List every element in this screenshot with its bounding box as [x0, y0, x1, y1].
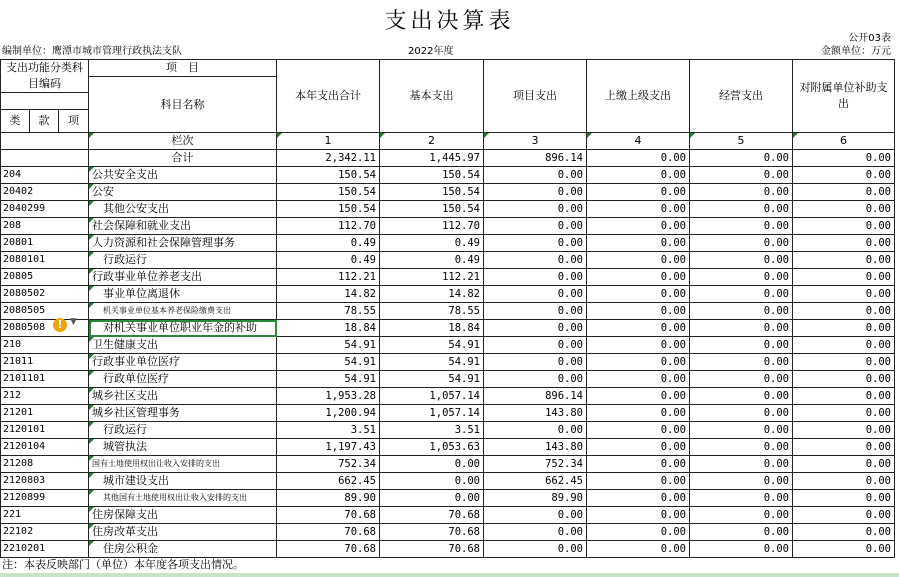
amount-cell[interactable]: 0.00: [793, 439, 895, 456]
table-row: [1, 167, 895, 184]
table-row: [1, 456, 895, 473]
amount-cell[interactable]: 0.00: [793, 490, 895, 507]
table-row: [1, 252, 895, 269]
total-blank-cell[interactable]: [1, 150, 89, 167]
table-row: [1, 303, 895, 320]
amount-cell[interactable]: 0.49: [277, 252, 380, 269]
amount-cell[interactable]: 0.00: [690, 167, 793, 184]
amount-cell[interactable]: 143.80: [484, 405, 587, 422]
amount-cell[interactable]: 0.00: [793, 286, 895, 303]
function-code-cell[interactable]: 208: [1, 218, 89, 235]
amount-cell[interactable]: 89.90: [484, 490, 587, 507]
subject-name-cell[interactable]: 行政事业单位养老支出: [89, 269, 277, 286]
function-code-cell[interactable]: 2101101: [1, 371, 89, 388]
function-code-cell[interactable]: 21201: [1, 405, 89, 422]
func-code-header[interactable]: 支出功能分类科目编码: [1, 60, 89, 93]
subject-name-cell[interactable]: 人力资源和社会保障管理事务: [89, 235, 277, 252]
amount-cell[interactable]: 0.00: [484, 303, 587, 320]
amount-cell[interactable]: 150.54: [277, 184, 380, 201]
amount-cell[interactable]: 0.00: [690, 337, 793, 354]
subject-name-cell[interactable]: 城乡社区支出: [89, 388, 277, 405]
subject-name-cell[interactable]: 住房改革支出: [89, 524, 277, 541]
amount-cell[interactable]: 0.00: [587, 184, 690, 201]
table-row: [1, 371, 895, 388]
amount-cell[interactable]: 0.00: [587, 388, 690, 405]
amount-cell[interactable]: 662.45: [484, 473, 587, 490]
amount-cell[interactable]: 54.91: [277, 337, 380, 354]
amount-cell[interactable]: 150.54: [380, 167, 484, 184]
col-num-3[interactable]: 3: [484, 133, 587, 150]
amount-cell[interactable]: 0.00: [587, 218, 690, 235]
chevron-down-icon[interactable]: ▼: [70, 317, 77, 327]
amount-cell[interactable]: 78.55: [277, 303, 380, 320]
table-row: [1, 235, 895, 252]
col-header-6[interactable]: 对附属单位补助支出: [793, 60, 895, 133]
amount-cell[interactable]: 78.55: [380, 303, 484, 320]
total-value[interactable]: 896.14: [484, 150, 587, 167]
amount-cell[interactable]: 0.00: [690, 252, 793, 269]
amount-cell[interactable]: 0.00: [793, 405, 895, 422]
amount-cell[interactable]: 0.00: [380, 456, 484, 473]
amount-cell[interactable]: 0.00: [484, 541, 587, 558]
subject-name-cell[interactable]: 公共安全支出: [89, 167, 277, 184]
amount-cell[interactable]: 0.00: [793, 388, 895, 405]
subject-name-cell[interactable]: 对机关事业单位职业年金的补助: [89, 320, 277, 337]
amount-cell[interactable]: 0.00: [484, 320, 587, 337]
subject-name-cell[interactable]: 行政运行: [89, 422, 277, 439]
amount-cell[interactable]: 0.49: [277, 235, 380, 252]
subject-name-cell[interactable]: 行政事业单位医疗: [89, 354, 277, 371]
amount-cell[interactable]: 0.00: [587, 541, 690, 558]
amount-cell[interactable]: 0.00: [690, 269, 793, 286]
amount-cell[interactable]: 0.00: [793, 473, 895, 490]
table-row: [1, 473, 895, 490]
amount-cell[interactable]: 0.00: [690, 201, 793, 218]
kuan-header[interactable]: 款: [30, 110, 59, 133]
amount-cell[interactable]: 0.00: [484, 184, 587, 201]
amount-cell[interactable]: 0.00: [587, 490, 690, 507]
amount-cell[interactable]: 0.00: [690, 524, 793, 541]
function-code-cell[interactable]: 2210201: [1, 541, 89, 558]
function-code-cell[interactable]: 21011: [1, 354, 89, 371]
amount-cell[interactable]: 0.00: [793, 371, 895, 388]
expenditure-table: [0, 59, 895, 558]
amount-cell[interactable]: 143.80: [484, 439, 587, 456]
amount-cell[interactable]: 0.00: [484, 354, 587, 371]
col-num-4[interactable]: 4: [587, 133, 690, 150]
amount-cell[interactable]: 0.00: [587, 422, 690, 439]
amount-cell[interactable]: 1,200.94: [277, 405, 380, 422]
amount-cell[interactable]: 0.00: [587, 354, 690, 371]
amount-cell[interactable]: 150.54: [277, 201, 380, 218]
table-row: [1, 439, 895, 456]
footnote: 注：本表反映部门（单位）本年度各项支出情况。: [2, 558, 244, 571]
total-label[interactable]: 合计: [89, 150, 277, 167]
amount-cell[interactable]: 1,057.14: [380, 405, 484, 422]
col-num-1[interactable]: 1: [277, 133, 380, 150]
table-row: [1, 269, 895, 286]
amount-cell[interactable]: 0.00: [587, 201, 690, 218]
report-title: 支出决算表: [384, 9, 515, 34]
header-row-1: [1, 60, 895, 77]
table-row: [1, 422, 895, 439]
amount-cell[interactable]: 0.00: [690, 286, 793, 303]
amount-cell[interactable]: 0.00: [587, 303, 690, 320]
amount-cell[interactable]: 3.51: [380, 422, 484, 439]
amount-cell[interactable]: 0.00: [587, 286, 690, 303]
amount-cell[interactable]: 0.00: [690, 541, 793, 558]
function-code-cell[interactable]: 221: [1, 507, 89, 524]
subject-name-cell[interactable]: 城乡社区管理事务: [89, 405, 277, 422]
amount-cell[interactable]: 1,053.63: [380, 439, 484, 456]
col-header-5[interactable]: 经营支出: [690, 60, 793, 133]
amount-cell[interactable]: 0.00: [793, 422, 895, 439]
amount-cell[interactable]: 0.00: [690, 184, 793, 201]
table-row: [1, 354, 895, 371]
amount-cell[interactable]: 0.49: [380, 252, 484, 269]
amount-cell[interactable]: 150.54: [380, 201, 484, 218]
blank-cell[interactable]: [1, 133, 89, 150]
total-row: [1, 150, 895, 167]
currency-unit: 金额单位：万元: [821, 46, 891, 57]
header-spacer: [1, 93, 89, 110]
amount-cell[interactable]: 54.91: [380, 354, 484, 371]
table-row: [1, 337, 895, 354]
amount-cell[interactable]: 0.00: [484, 286, 587, 303]
amount-cell[interactable]: 0.00: [793, 235, 895, 252]
function-code-cell[interactable]: 2040299: [1, 201, 89, 218]
subject-name-cell[interactable]: 公安: [89, 184, 277, 201]
subject-name-header[interactable]: 科目名称: [89, 77, 277, 133]
amount-cell[interactable]: 0.00: [587, 320, 690, 337]
function-code-cell[interactable]: 20801: [1, 235, 89, 252]
amount-cell[interactable]: 70.68: [277, 507, 380, 524]
amount-cell[interactable]: 112.21: [380, 269, 484, 286]
table-row: [1, 388, 895, 405]
amount-cell[interactable]: 662.45: [277, 473, 380, 490]
subject-name-cell[interactable]: 行政单位医疗: [89, 371, 277, 388]
amount-cell[interactable]: 0.00: [690, 371, 793, 388]
amount-cell[interactable]: 0.00: [587, 235, 690, 252]
subject-name-cell[interactable]: 城市建设支出: [89, 473, 277, 490]
amount-cell[interactable]: 0.00: [793, 252, 895, 269]
subject-name-cell[interactable]: 事业单位离退休: [89, 286, 277, 303]
amount-cell[interactable]: 0.00: [690, 218, 793, 235]
function-code-cell[interactable]: 2120101: [1, 422, 89, 439]
amount-cell[interactable]: 0.00: [484, 235, 587, 252]
col-num-2[interactable]: 2: [380, 133, 484, 150]
amount-cell[interactable]: 896.14: [484, 388, 587, 405]
amount-cell[interactable]: 0.00: [587, 269, 690, 286]
amount-cell[interactable]: 0.00: [690, 456, 793, 473]
amount-cell[interactable]: 112.21: [277, 269, 380, 286]
amount-cell[interactable]: 0.00: [690, 439, 793, 456]
subject-name-cell[interactable]: 城管执法: [89, 439, 277, 456]
amount-cell[interactable]: 54.91: [380, 337, 484, 354]
function-code-cell[interactable]: 20805: [1, 269, 89, 286]
function-code-cell[interactable]: 212: [1, 388, 89, 405]
amount-cell[interactable]: 0.00: [793, 541, 895, 558]
function-code-cell[interactable]: 21208: [1, 456, 89, 473]
amount-cell[interactable]: 0.00: [793, 320, 895, 337]
lei-header[interactable]: 类: [1, 110, 30, 133]
amount-cell[interactable]: 0.00: [690, 490, 793, 507]
amount-cell[interactable]: 0.00: [793, 201, 895, 218]
amount-cell[interactable]: 0.00: [587, 456, 690, 473]
amount-cell[interactable]: 0.00: [484, 507, 587, 524]
subject-name-cell[interactable]: 行政运行: [89, 252, 277, 269]
total-value[interactable]: 1,445.97: [380, 150, 484, 167]
status-strip: [0, 573, 899, 577]
amount-cell[interactable]: 0.00: [587, 473, 690, 490]
amount-cell[interactable]: 0.00: [484, 218, 587, 235]
amount-cell[interactable]: 0.00: [587, 371, 690, 388]
amount-cell[interactable]: 0.00: [793, 456, 895, 473]
amount-cell[interactable]: 0.00: [484, 524, 587, 541]
col-header-2[interactable]: 基本支出: [380, 60, 484, 133]
function-code-cell[interactable]: 210: [1, 337, 89, 354]
amount-cell[interactable]: 0.00: [793, 507, 895, 524]
amount-cell[interactable]: 0.00: [484, 167, 587, 184]
amount-cell[interactable]: 0.00: [690, 320, 793, 337]
table-row: [1, 286, 895, 303]
amount-cell[interactable]: 0.00: [690, 235, 793, 252]
amount-cell[interactable]: 0.00: [690, 405, 793, 422]
amount-cell[interactable]: 0.00: [793, 269, 895, 286]
amount-cell[interactable]: 0.00: [793, 167, 895, 184]
amount-cell[interactable]: 752.34: [484, 456, 587, 473]
amount-cell[interactable]: 0.00: [690, 422, 793, 439]
table-row: [1, 541, 895, 558]
warning-icon[interactable]: !: [53, 318, 67, 332]
col-num-6[interactable]: 6: [793, 133, 895, 150]
function-code-cell[interactable]: 2080508: [1, 320, 89, 337]
report-year: 2022年度: [408, 46, 454, 57]
amount-cell[interactable]: 14.82: [277, 286, 380, 303]
subject-name-cell[interactable]: 其他公安支出: [89, 201, 277, 218]
amount-cell[interactable]: 0.00: [587, 405, 690, 422]
amount-cell[interactable]: 112.70: [277, 218, 380, 235]
amount-cell[interactable]: 0.00: [690, 303, 793, 320]
amount-cell[interactable]: 752.34: [277, 456, 380, 473]
amount-cell[interactable]: 0.00: [587, 337, 690, 354]
unit-line: [2, 46, 182, 58]
amount-cell[interactable]: 0.00: [484, 269, 587, 286]
amount-cell[interactable]: 150.54: [380, 184, 484, 201]
subject-name-cell[interactable]: 卫生健康支出: [89, 337, 277, 354]
amount-cell[interactable]: 0.00: [587, 167, 690, 184]
function-code-cell[interactable]: 2120899: [1, 490, 89, 507]
function-code-cell[interactable]: 2080502: [1, 286, 89, 303]
amount-cell[interactable]: 70.68: [277, 524, 380, 541]
amount-cell[interactable]: 1,197.43: [277, 439, 380, 456]
amount-cell[interactable]: 0.49: [380, 235, 484, 252]
amount-cell[interactable]: 0.00: [587, 252, 690, 269]
function-code-cell[interactable]: 2120104: [1, 439, 89, 456]
table-row: [1, 507, 895, 524]
total-value[interactable]: 0.00: [793, 150, 895, 167]
total-value[interactable]: 0.00: [587, 150, 690, 167]
subject-name-cell[interactable]: 机关事业单位基本养老保险缴费支出: [89, 303, 277, 320]
amount-cell[interactable]: 0.00: [484, 371, 587, 388]
amount-cell[interactable]: 70.68: [380, 507, 484, 524]
col-header-3[interactable]: 项目支出: [484, 60, 587, 133]
amount-cell[interactable]: 0.00: [690, 473, 793, 490]
amount-cell[interactable]: 0.00: [793, 337, 895, 354]
total-value[interactable]: 2,342.11: [277, 150, 380, 167]
function-code-cell[interactable]: 2120803: [1, 473, 89, 490]
table-row: [1, 201, 895, 218]
subject-name-cell[interactable]: 其他国有土地使用权出让收入安排的支出: [89, 490, 277, 507]
amount-cell[interactable]: 150.54: [277, 167, 380, 184]
col-header-1[interactable]: 本年支出合计: [277, 60, 380, 133]
amount-cell[interactable]: 14.82: [380, 286, 484, 303]
table-row: [1, 218, 895, 235]
amount-cell[interactable]: 0.00: [793, 524, 895, 541]
table-row: [1, 490, 895, 507]
amount-cell[interactable]: 0.00: [380, 490, 484, 507]
amount-cell[interactable]: 0.00: [690, 507, 793, 524]
amount-cell[interactable]: 70.68: [380, 524, 484, 541]
amount-cell[interactable]: 0.00: [793, 218, 895, 235]
amount-cell[interactable]: 70.68: [380, 541, 484, 558]
function-code-cell[interactable]: 20402: [1, 184, 89, 201]
amount-cell[interactable]: 0.00: [484, 201, 587, 218]
amount-cell[interactable]: 0.00: [690, 354, 793, 371]
amount-cell[interactable]: 0.00: [587, 439, 690, 456]
project-header[interactable]: 项 目: [89, 60, 277, 77]
amount-cell[interactable]: 1,953.28: [277, 388, 380, 405]
column-number-row: [1, 133, 895, 150]
form-number: 公开03表: [848, 33, 891, 44]
table-row: [1, 320, 895, 337]
amount-cell[interactable]: 0.00: [793, 184, 895, 201]
amount-cell[interactable]: 0.00: [484, 422, 587, 439]
amount-cell[interactable]: 0.00: [587, 524, 690, 541]
amount-cell[interactable]: 18.84: [277, 320, 380, 337]
amount-cell[interactable]: 0.00: [793, 354, 895, 371]
col-num-5[interactable]: 5: [690, 133, 793, 150]
subject-name-cell[interactable]: 社会保障和就业支出: [89, 218, 277, 235]
unit-label: 编制单位：: [2, 46, 52, 57]
table-row: [1, 184, 895, 201]
amount-cell[interactable]: 3.51: [277, 422, 380, 439]
amount-cell[interactable]: 54.91: [277, 354, 380, 371]
unit-name: 鹰潭市城市管理行政执法支队: [52, 46, 182, 57]
subject-name-cell[interactable]: 住房保障支出: [89, 507, 277, 524]
amount-cell[interactable]: 0.00: [380, 473, 484, 490]
amount-cell[interactable]: 18.84: [380, 320, 484, 337]
xiang-header[interactable]: 项: [59, 110, 89, 133]
total-value[interactable]: 0.00: [690, 150, 793, 167]
function-code-cell[interactable]: 2080505: [1, 303, 89, 320]
subject-name-cell[interactable]: 住房公积金: [89, 541, 277, 558]
amount-cell[interactable]: 0.00: [587, 507, 690, 524]
col-header-4[interactable]: 上缴上级支出: [587, 60, 690, 133]
amount-cell[interactable]: 1,057.14: [380, 388, 484, 405]
amount-cell[interactable]: 0.00: [793, 303, 895, 320]
amount-cell[interactable]: 0.00: [484, 337, 587, 354]
function-code-cell[interactable]: 204: [1, 167, 89, 184]
subject-name-cell[interactable]: 国有土地使用权出让收入安排的支出: [89, 456, 277, 473]
amount-cell[interactable]: 89.90: [277, 490, 380, 507]
function-code-cell[interactable]: 22102: [1, 524, 89, 541]
amount-cell[interactable]: 0.00: [484, 252, 587, 269]
lanci-label[interactable]: 栏次: [89, 133, 277, 150]
amount-cell[interactable]: 0.00: [690, 388, 793, 405]
table-row: [1, 524, 895, 541]
table-row: [1, 405, 895, 422]
amount-cell[interactable]: 54.91: [277, 371, 380, 388]
amount-cell[interactable]: 112.70: [380, 218, 484, 235]
amount-cell[interactable]: 70.68: [277, 541, 380, 558]
function-code-cell[interactable]: 2080101: [1, 252, 89, 269]
amount-cell[interactable]: 54.91: [380, 371, 484, 388]
